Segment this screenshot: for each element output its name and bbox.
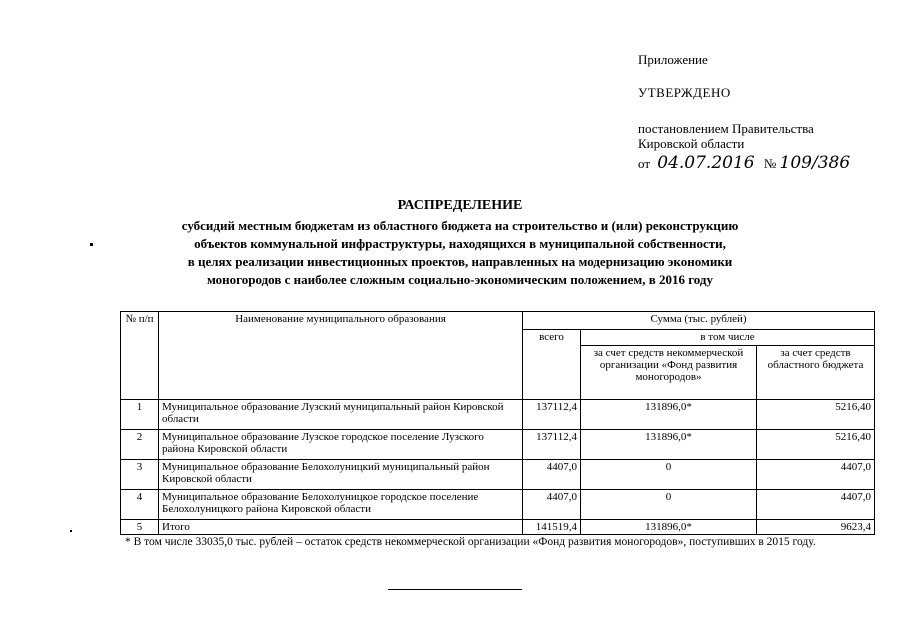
row-num: 2: [121, 430, 159, 460]
document-subtitle: [60, 217, 860, 289]
row-num: 3: [121, 460, 159, 490]
table-row: [121, 490, 875, 520]
row-total: 4407,0: [523, 490, 581, 520]
approved-label: УТВЕРЖДЕНО: [638, 85, 731, 100]
decree-line-2: Кировской области: [638, 136, 745, 151]
row-total: 4407,0: [523, 460, 581, 490]
row-fund: 0: [581, 460, 757, 490]
table-row: [121, 460, 875, 490]
scan-speck: [70, 530, 72, 532]
row-fund: 131896,0*: [581, 400, 757, 430]
subtitle-line-3: в целях реализации инвестиционных проектов, направленных на модернизацию экономики: [187, 254, 733, 269]
number-prefix: №: [763, 156, 777, 171]
decree-line-1: постановлением Правительства: [638, 121, 814, 136]
row-name: Муниципальное образование Белохолуницкий муниципальный район Кировской области: [159, 460, 523, 490]
row-regional: 5216,40: [757, 430, 875, 460]
document-title: РАСПРЕДЕЛЕНИЕ: [397, 198, 523, 213]
handwritten-number: 109/386: [779, 153, 851, 173]
row-fund: 131896,0*: [581, 520, 757, 535]
row-regional: 5216,40: [757, 400, 875, 430]
distribution-table: [120, 311, 875, 535]
footnote: * В том числе 33035,0 тыс. рублей – остаток средств некоммерческой организации «Фонд развития моногородов», поступивших в 2015 году.: [125, 536, 816, 548]
scan-speck: [90, 243, 93, 246]
header-sum: Сумма (тыс. рублей): [523, 312, 875, 330]
row-total: 141519,4: [523, 520, 581, 535]
header-including: в том числе: [581, 330, 875, 346]
header-total: всего: [523, 330, 581, 400]
appendix-label: Приложение: [638, 52, 708, 67]
row-regional: 9623,4: [757, 520, 875, 535]
table-row-total: [121, 520, 875, 535]
handwritten-date: 04.07.2016: [657, 153, 755, 173]
table-row: [121, 430, 875, 460]
table-row: [121, 400, 875, 430]
subtitle-line-2: объектов коммунальной инфраструктуры, находящихся в муниципальной собственности,: [194, 236, 726, 251]
row-name: Муниципальное образование Лузское городское поселение Лузского района Кировской области: [159, 430, 523, 460]
row-name: Итого: [159, 520, 523, 535]
row-num: 4: [121, 490, 159, 520]
closing-rule: [388, 589, 522, 590]
header-name: Наименование муниципального образования: [159, 312, 523, 400]
decree-date-line: [638, 153, 850, 173]
row-total: 137112,4: [523, 430, 581, 460]
row-name: Муниципальное образование Лузский муниципальный район Кировской области: [159, 400, 523, 430]
date-prefix: от: [638, 156, 651, 171]
row-name: Муниципальное образование Белохолуницкое городское поселение Белохолуницкого района Кировской области: [159, 490, 523, 520]
row-regional: 4407,0: [757, 490, 875, 520]
row-fund: 131896,0*: [581, 430, 757, 460]
header-regional: за счет средств областного бюджета: [757, 346, 875, 400]
row-regional: 4407,0: [757, 460, 875, 490]
header-fund: за счет средств некоммерческой организации «Фонд развития моногородов»: [581, 346, 757, 400]
row-num: 1: [121, 400, 159, 430]
subtitle-line-4: моногородов с наиболее сложным социально-экономическим положением, в 2016 году: [207, 272, 713, 287]
row-num: 5: [121, 520, 159, 535]
header-num: № п/п: [121, 312, 159, 400]
subtitle-line-1: субсидий местным бюджетам из областного бюджета на строительство и (или) реконструкцию: [181, 218, 739, 233]
row-total: 137112,4: [523, 400, 581, 430]
row-fund: 0: [581, 490, 757, 520]
